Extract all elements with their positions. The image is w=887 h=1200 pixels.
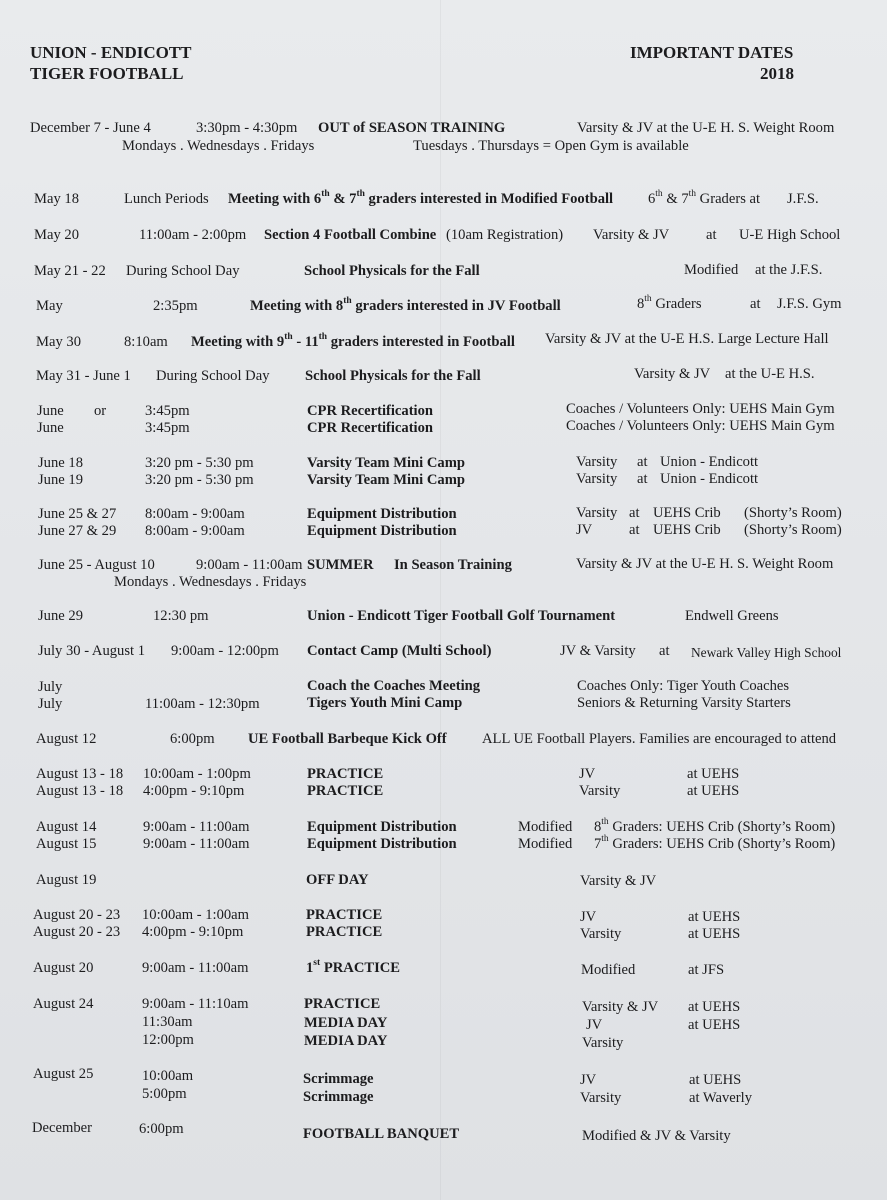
row-at: at <box>629 505 640 521</box>
doc-title-line1: IMPORTANT DATES <box>630 43 794 62</box>
row-time: 6:00pm <box>170 731 215 747</box>
row-time: 8:00am - 9:00am <box>145 523 245 539</box>
row-time: 9:00am - 11:00am <box>196 557 303 573</box>
row-note: (10am Registration) <box>446 227 564 243</box>
row-date: May <box>36 298 63 314</box>
row-time: 6:00pm <box>139 1121 184 1137</box>
row-location: Union - Endicott <box>660 471 759 487</box>
row-event: Equipment Distribution <box>307 836 457 852</box>
row-date: August 13 - 18 <box>36 783 124 799</box>
row-who: Varsity <box>579 783 621 799</box>
row-date: June 29 <box>38 608 83 624</box>
row-who: Modified & JV & Varsity <box>582 1128 731 1144</box>
row-location: at the U-E H.S. <box>725 366 815 382</box>
row-or: or <box>94 403 107 419</box>
row-who: Varsity <box>576 471 618 487</box>
row-who: JV & Varsity <box>560 643 636 659</box>
row-who: Varsity <box>580 926 622 942</box>
row-who: 8th Graders <box>637 294 702 312</box>
row-at: at <box>706 227 717 243</box>
row-time: 3:20 pm - 5:30 pm <box>145 455 254 471</box>
org-title-line1: UNION - ENDICOTT <box>30 43 192 62</box>
row-location: Union - Endicott <box>660 454 759 470</box>
row-location: at UEHS <box>688 999 741 1015</box>
row-event: Equipment Distribution <box>307 506 457 522</box>
row-at: at <box>659 643 670 659</box>
row-location: 7th Graders: UEHS Crib (Shorty’s Room) <box>594 834 836 852</box>
row-time: During School Day <box>126 263 240 279</box>
row-event: Meeting with 9th - 11th graders interested in Football <box>191 332 515 350</box>
row-who: Varsity <box>580 1090 622 1106</box>
row-room: (Shorty’s Room) <box>744 505 842 521</box>
row-time: 9:00am - 11:00am <box>142 960 249 976</box>
row-event: Equipment Distribution <box>307 819 457 835</box>
paper-fold <box>440 0 441 1200</box>
row-time: Lunch Periods <box>124 191 209 207</box>
row-time: 9:00am - 11:00am <box>143 819 250 835</box>
row-date: August 19 <box>36 872 97 888</box>
row-who: 6th & 7th Graders at <box>648 189 761 207</box>
row-event: Union - Endicott Tiger Football Golf Tournament <box>307 608 616 624</box>
row-event: Varsity Team Mini Camp <box>307 455 465 471</box>
row-time: 4:00pm - 9:10pm <box>143 783 245 799</box>
row-date: August 24 <box>33 996 94 1012</box>
row-event: 1st PRACTICE <box>306 958 401 976</box>
row-date: June 25 - August 10 <box>38 557 155 573</box>
row-date: May 30 <box>36 334 81 350</box>
row-event: PRACTICE <box>304 996 381 1012</box>
row-who: ALL UE Football Players. Families are encouraged to attend <box>482 731 837 747</box>
row-event: Tigers Youth Mini Camp <box>307 695 463 711</box>
row-location: at UEHS <box>689 1072 742 1088</box>
row-date: December <box>32 1120 92 1136</box>
row-event: Meeting with 8th graders interested in JV Football <box>250 296 561 314</box>
row-event: SUMMER <box>307 557 374 573</box>
row-who: Coaches Only: Tiger Youth Coaches <box>577 678 790 694</box>
row-time: During School Day <box>156 368 270 384</box>
row-who: Coaches / Volunteers Only: UEHS Main Gym <box>566 401 835 417</box>
row-time: 8:00am - 9:00am <box>145 506 245 522</box>
row-room: (Shorty’s Room) <box>744 522 842 538</box>
row-event: Equipment Distribution <box>307 523 457 539</box>
row-time: 4:00pm - 9:10pm <box>142 924 244 940</box>
row-location: J.F.S. <box>787 191 819 207</box>
row-date: May 20 <box>34 227 79 243</box>
row-event: MEDIA DAY <box>304 1015 388 1031</box>
row-who: JV <box>576 522 593 538</box>
row-who: Varsity & JV <box>582 999 659 1015</box>
row-location: UEHS Crib <box>653 505 721 521</box>
row-event: OUT of SEASON TRAINING <box>318 120 506 136</box>
row-note: Tuesdays . Thursdays = Open Gym is available <box>413 138 689 154</box>
row-location: UEHS Crib <box>653 522 721 538</box>
row-date: June 19 <box>38 472 83 488</box>
row-location: at UEHS <box>687 766 740 782</box>
row-date: May 31 - June 1 <box>36 368 131 384</box>
row-location: Newark Valley High School <box>691 645 842 660</box>
row-time: 3:45pm <box>145 403 190 419</box>
row-date: June <box>37 403 64 419</box>
row-time: 9:00am - 12:00pm <box>171 643 279 659</box>
row-event: MEDIA DAY <box>304 1033 388 1049</box>
doc-title-year: 2018 <box>760 64 794 83</box>
row-who: JV <box>586 1017 603 1033</box>
row-time: 12:00pm <box>142 1032 194 1048</box>
row-who: Varsity & JV at the U-E H. S. Weight Room <box>576 556 834 572</box>
row-who: Varsity & JV <box>593 227 670 243</box>
row-time: 3:45pm <box>145 420 190 436</box>
row-location: at UEHS <box>688 926 741 942</box>
row-time: 11:00am - 12:30pm <box>145 696 260 712</box>
row-who: Varsity & JV at the U-E H. S. Weight Room <box>577 120 835 136</box>
row-time: 9:00am - 11:10am <box>142 996 249 1012</box>
row-date: June 25 & 27 <box>38 506 117 522</box>
row-at: at <box>637 454 648 470</box>
row-location: at JFS <box>688 962 725 978</box>
row-event: CPR Recertification <box>307 403 434 419</box>
row-event: Scrimmage <box>303 1071 374 1087</box>
row-days: Mondays . Wednesdays . Fridays <box>114 574 307 590</box>
row-date: June 27 & 29 <box>38 523 117 539</box>
row-who: Modified <box>518 836 573 852</box>
row-who: Varsity <box>582 1035 624 1051</box>
row-time: 12:30 pm <box>153 608 209 624</box>
row-location: Endwell Greens <box>685 608 779 624</box>
row-date: July 30 - August 1 <box>38 643 146 659</box>
row-event: Contact Camp (Multi School) <box>307 643 492 659</box>
row-event: Varsity Team Mini Camp <box>307 472 465 488</box>
row-time: 3:20 pm - 5:30 pm <box>145 472 254 488</box>
row-time: 10:00am - 1:00am <box>142 907 250 923</box>
row-date: May 21 - 22 <box>34 263 106 279</box>
row-who: Coaches / Volunteers Only: UEHS Main Gym <box>566 418 835 434</box>
row-time: 11:00am - 2:00pm <box>139 227 247 243</box>
row-time: 11:30am <box>142 1014 193 1030</box>
row-date: June <box>37 420 64 436</box>
row-location: at the J.F.S. <box>755 262 823 278</box>
row-who: JV <box>580 1072 597 1088</box>
row-date: August 25 <box>33 1066 94 1082</box>
row-time: 2:35pm <box>153 298 198 314</box>
row-who: Modified <box>518 819 573 835</box>
row-time: 10:00am <box>142 1068 194 1084</box>
row-event: UE Football Barbeque Kick Off <box>248 731 447 747</box>
row-at: at <box>629 522 640 538</box>
row-date: August 14 <box>36 819 97 835</box>
row-event: School Physicals for the Fall <box>305 368 481 384</box>
row-date: August 13 - 18 <box>36 766 124 782</box>
row-date: August 20 <box>33 960 94 976</box>
row-who: Varsity & JV at the U-E H.S. Large Lecture Hall <box>545 331 829 347</box>
row-event: Section 4 Football Combine <box>264 227 437 243</box>
row-who: Varsity <box>576 454 618 470</box>
row-at: at <box>750 296 761 312</box>
row-location: at UEHS <box>687 783 740 799</box>
row-location: 8th Graders: UEHS Crib (Shorty’s Room) <box>594 817 836 835</box>
row-location: at UEHS <box>688 1017 741 1033</box>
row-event: PRACTICE <box>307 766 384 782</box>
row-event: Coach the Coaches Meeting <box>307 678 481 694</box>
row-event: CPR Recertification <box>307 420 434 436</box>
row-date: June 18 <box>38 455 83 471</box>
row-event-detail: In Season Training <box>394 557 512 573</box>
row-event: PRACTICE <box>306 907 383 923</box>
row-event: PRACTICE <box>307 783 384 799</box>
row-who: Seniors & Returning Varsity Starters <box>577 695 791 711</box>
row-event: Meeting with 6th & 7th graders interested in Modified Football <box>228 189 614 207</box>
row-who: Modified <box>684 262 739 278</box>
row-event: FOOTBALL BANQUET <box>303 1126 460 1142</box>
row-date: August 20 - 23 <box>33 924 121 940</box>
row-location: U-E High School <box>739 227 841 243</box>
row-date: July <box>38 679 63 695</box>
row-date: July <box>38 696 63 712</box>
row-who: Varsity & JV <box>634 366 711 382</box>
row-who: JV <box>580 909 597 925</box>
row-date: May 18 <box>34 191 79 207</box>
row-date: December 7 - June 4 <box>30 120 151 136</box>
row-time: 10:00am - 1:00pm <box>143 766 251 782</box>
row-event: School Physicals for the Fall <box>304 263 480 279</box>
row-time: 3:30pm - 4:30pm <box>196 120 298 136</box>
row-date: August 12 <box>36 731 97 747</box>
row-who: Varsity <box>576 505 618 521</box>
row-event: OFF DAY <box>306 872 369 888</box>
row-at: at <box>637 471 648 487</box>
org-title-line2: TIGER FOOTBALL <box>30 64 184 83</box>
row-date: August 15 <box>36 836 97 852</box>
row-event: Scrimmage <box>303 1089 374 1105</box>
row-event: PRACTICE <box>306 924 383 940</box>
row-who: Varsity & JV <box>580 873 657 889</box>
row-time: 9:00am - 11:00am <box>143 836 250 852</box>
row-days: Mondays . Wednesdays . Fridays <box>122 138 315 154</box>
row-time: 8:10am <box>124 334 168 350</box>
row-time: 5:00pm <box>142 1086 187 1102</box>
row-location: at UEHS <box>688 909 741 925</box>
row-location: J.F.S. Gym <box>777 296 842 312</box>
row-who: Modified <box>581 962 636 978</box>
row-date: August 20 - 23 <box>33 907 121 923</box>
row-who: JV <box>579 766 596 782</box>
row-location: at Waverly <box>689 1090 752 1106</box>
